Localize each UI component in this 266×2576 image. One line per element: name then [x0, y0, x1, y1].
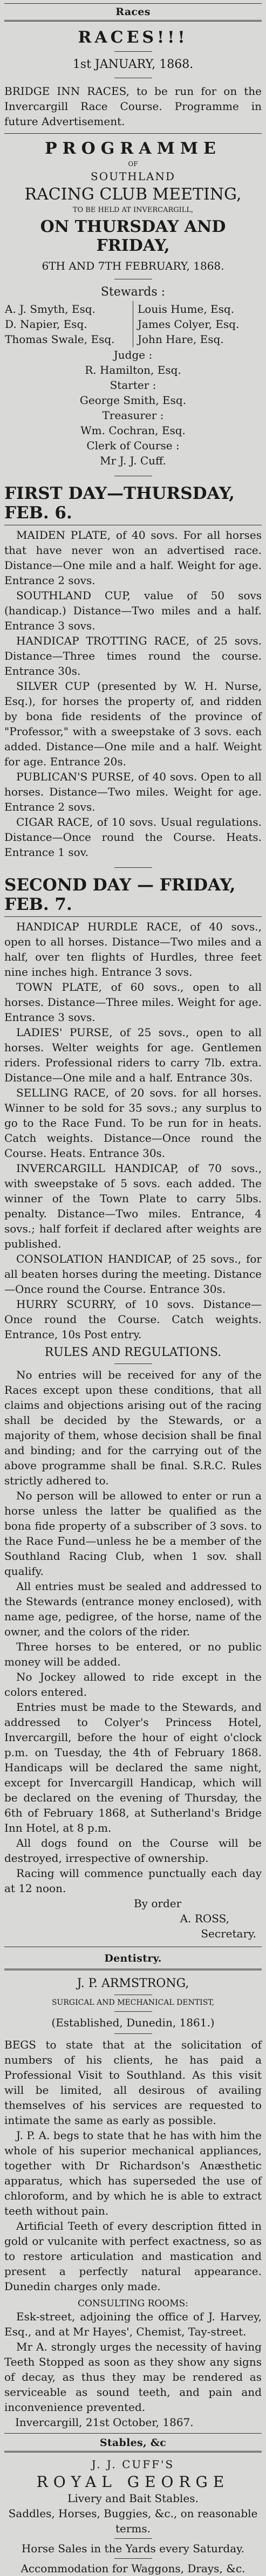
rule [4, 133, 262, 134]
signature-name: A. ROSS, [180, 1912, 229, 1925]
steward: Louis Hume, Esq. [138, 303, 235, 316]
dentist-para: J. P. A. begs to state that he has with him the whole of his superior mechanical appliances, together with Dr Richardson's Anæsthetic apparatus, which has superseded the use of chloroform, and by which he is able to extract teeth without pain. [4, 2129, 262, 2217]
judge-label: Judge : [113, 348, 153, 361]
steward: James Colyer, Esq. [138, 318, 240, 331]
category-stables: Stables, &c [99, 2437, 167, 2449]
races-date: 1st JANUARY, 1868. [72, 58, 194, 71]
category-races: Races [115, 6, 151, 18]
steward: Thomas Swale, Esq. [5, 333, 115, 346]
races-headline: RACES!!! [78, 28, 188, 47]
race-entry: PUBLICAN'S PURSE, of 40 sovs. Open to all horses. Distance—Two miles. Weight for age. Entrance 2 sovs. [4, 770, 262, 813]
rule-item: Racing will commence punctually each day at 12 noon. [4, 1867, 262, 1895]
rule [114, 2538, 152, 2539]
rule [114, 2033, 152, 2034]
stables-saddles: Saddles, Horses, Buggies, &c., on reasonable [8, 2507, 258, 2520]
race-entry: MAIDEN PLATE, of 40 sovs. For all horses that have never won an advertised race. Distance—One mile and a half. Weight for age. Entrance 2 sovs. [4, 529, 262, 587]
stables-accommodation: Accommodation for Waggons, Drays, &c. [21, 2562, 245, 2575]
consulting-rooms: Esk-street, adjoining the office of J. Harvey, Esq., and at Mr Hayes', Chemist, Tay-street. [4, 2310, 262, 2338]
rule [114, 867, 152, 868]
dentist-name: J. P. ARMSTRONG, [77, 1977, 189, 1990]
rule-item: No Jockey allowed to ride except in the colors entered. [4, 1670, 262, 1698]
rule [114, 2011, 152, 2012]
race-dates: 6TH AND 7TH FEBRUARY, 1868. [42, 259, 224, 272]
stables-livery: Livery and Bait Stables. [67, 2492, 199, 2505]
held-at: TO BE HELD AT INVERCARGILL, [72, 206, 194, 214]
southland-label: SOUTHLAND [91, 170, 175, 183]
rule [114, 51, 152, 52]
dentist-title: SURGICAL AND MECHANICAL DENTIST, [51, 1998, 215, 2007]
race-entry: SOUTHLAND CUP, value of 50 sovs (handicap.) Distance—Two miles and a half. Entrance 3 sovs. [4, 589, 262, 632]
dentist-established: (Established, Dunedin, 1861.) [51, 2016, 215, 2029]
bridge-inn-notice [4, 84, 262, 129]
judge-name: R. Hamilton, Esq. [85, 364, 181, 376]
race-days: ON THURSDAY AND FRIDAY, [40, 217, 226, 255]
stewards-left [4, 301, 133, 347]
treasurer-label: Treasurer : [102, 409, 164, 422]
rule-item: Three horses to be entered, or no public money will be added. [4, 1640, 262, 1668]
race-entry: CONSOLATION HANDICAP, of 25 sovs., for all beaten horses during the meeting. Distance—Once round the Course. Entrance 30s. [4, 1252, 262, 1296]
race-entry: HANDICAP TROTTING RACE, of 25 sovs. Distance—Three times round the course. Entrance 30s. [4, 634, 262, 677]
of-label: OF [128, 160, 138, 168]
stewards-table [4, 301, 262, 347]
bridge-inn-text: BRIDGE INN RACES, to be run for on the Invercargill Race Course. Programme in future Advertisement. [4, 85, 262, 128]
rules-title: RULES AND REGULATIONS. [44, 1346, 222, 1359]
treasurer-name: Wm. Cochran, Esq. [80, 424, 186, 437]
race-entry: CIGAR RACE, of 10 sovs. Usual regulations. Distance—Once round the Course. Heats. Entrance 1 sov. [4, 816, 262, 859]
day2-title: SECOND DAY — FRIDAY, FEB. 7. [4, 875, 236, 914]
race-entry: HURRY SCURRY, of 10 sovs. Distance—Once round the Course. Catch weights. Entrance, 10s Post entry. [4, 1298, 262, 1341]
rule-item: Entries must be made to the Stewards, and addressed to Colyer's Princess Hotel, Invercargill, before the hour of eight o'clock p.m. on Tuesday, the 4th of February 1868. Handicaps will be declared the same night, except for Invercargill Handicap, which will be declared on the evening of Thursday, the 6th of February 1868, at Sutherland's Bridge Inn Hotel, at 8 p.m. [4, 1701, 262, 1834]
race-entry: SILVER CUP (presented by W. H. Nurse, Esq.), for horses the property of, and ridden by bona fide residents of the province of "Professor," with a sweepstake of 3 sovs. each added. Distance—One mile and a half. Weight for age. Entrance 20s. [4, 680, 262, 768]
rule [4, 20, 262, 22]
dentist-para: BEGS to state that at the solicitation of numbers of his clients, he has paid a Professional Visit to Southland. As this visit will be limited, all desirous of availing themselves of his services are requested to intimate the same as early as possible. [4, 2038, 262, 2127]
signature-title: Secretary. [201, 1927, 256, 1940]
starter-name: George Smith, Esq. [79, 394, 187, 407]
rule [4, 1969, 262, 1970]
by-order: By order [134, 1897, 182, 1910]
club-title: RACING CLUB MEETING, [24, 185, 242, 204]
category-dentistry: Dentistry. [104, 1952, 162, 1964]
programme-title: PROGRAMME [45, 139, 221, 158]
steward: John Hare, Esq. [138, 333, 224, 346]
consulting-label: CONSULTING ROOMS: [77, 2298, 189, 2309]
clerk-label: Clerk of Course : [86, 439, 180, 452]
race-entry: INVERCARGILL HANDICAP, of 70 sovs., with sweepstake of 5 sovs. each added. The winner of the Town Plate to carry 5lbs. penalty. Distance—Two miles. Entrance, 4 sovs.; half forfeit if declared after weights are published. [4, 1162, 262, 1250]
dentist-para: Artificial Teeth of every description fitted in gold or vulcanite with perfect exactness, so as to restore articulation and mastication and present a perfectly natural appearance. Dunedin charges only made. [4, 2219, 262, 2293]
rule-item: No person will be allowed to enter or run a horse unless the latter be qualified as the bona fide property of a subscriber of 3 sovs. to the Race Fund—unless he be a member of the Southland Racing Club, when 1 sov. shall qualify. [4, 1489, 262, 1578]
rule [114, 2558, 152, 2559]
rule-item: All entries must be sealed and addressed to the Stewards (entrance money enclosed), with name age, pedigree, of the horse, name of the owner, and the colors of the rider. [4, 1580, 262, 1638]
race-entry: TOWN PLATE, of 60 sovs., open to all horses. Distance—Three miles. Weight for age. Entrance 3 sovs. [4, 981, 262, 1024]
stewards-label: Stewards : [100, 285, 166, 299]
newspaper-column [4, 3, 262, 2576]
rule-item: No entries will be received for any of the Races except upon these conditions, that all claims and objections arising out of the racing shall be decided by the Stewards, or a majority of them, whose decision shall be final and binding; and for the carrying out of the above programme shall be final. S.R.C. Rules strictly adhered to. [4, 1368, 262, 1487]
stables-sales: Horse Sales in the Yards every Saturday. [21, 2542, 245, 2555]
race-entry: SELLING RACE, of 20 sovs. for all horses. Winner to be sold for 35 sovs.; any surplus to go to the Race Fund. To be run for in heats. Catch weights. Distance—Once round the Course. Heats. Entrance 30s. [4, 1086, 262, 1160]
stables-owner: J. J. CUFF'S [91, 2458, 175, 2471]
steward: A. J. Smyth, Esq. [5, 303, 96, 316]
stables-royal: ROYAL GEORGE [36, 2473, 230, 2491]
rule-item: All dogs found on the Course will be destroyed, irrespective of ownership. [4, 1837, 262, 1865]
race-entry: HANDICAP HURDLE RACE, of 40 sovs., open to all horses. Distance—Two miles and a half, over ten flights of Hurdles, three feet nine inches high. Entrance 3 sovs. [4, 920, 262, 978]
starter-label: Starter : [110, 379, 156, 392]
dentist-date: Invercargill, 21st October, 1867. [15, 2416, 194, 2429]
day1-title: FIRST DAY—THURSDAY, FEB. 6. [4, 484, 235, 523]
rule [4, 2451, 262, 2452]
steward: D. Napier, Esq. [5, 318, 87, 331]
clerk-name: Mr J. J. Cuff. [100, 454, 166, 467]
race-entry: LADIES' PURSE, of 25 sovs., open to all horses. Welter weights for age. Gentlemen riders. Professional riders to carry 7lb. extra. Distance—One mile and a half. Entrance 30s. [4, 1026, 262, 1084]
dentist-advice: Mr A. strongly urges the necessity of having Teeth Stopped as soon as they show any signs of decay, as thus they may be rendered as serviceable as sound teeth, and pain and inconvenience prevented. [4, 2340, 262, 2414]
stables-terms: terms. [115, 2522, 151, 2535]
rule [4, 916, 262, 917]
stewards-right [133, 301, 262, 347]
